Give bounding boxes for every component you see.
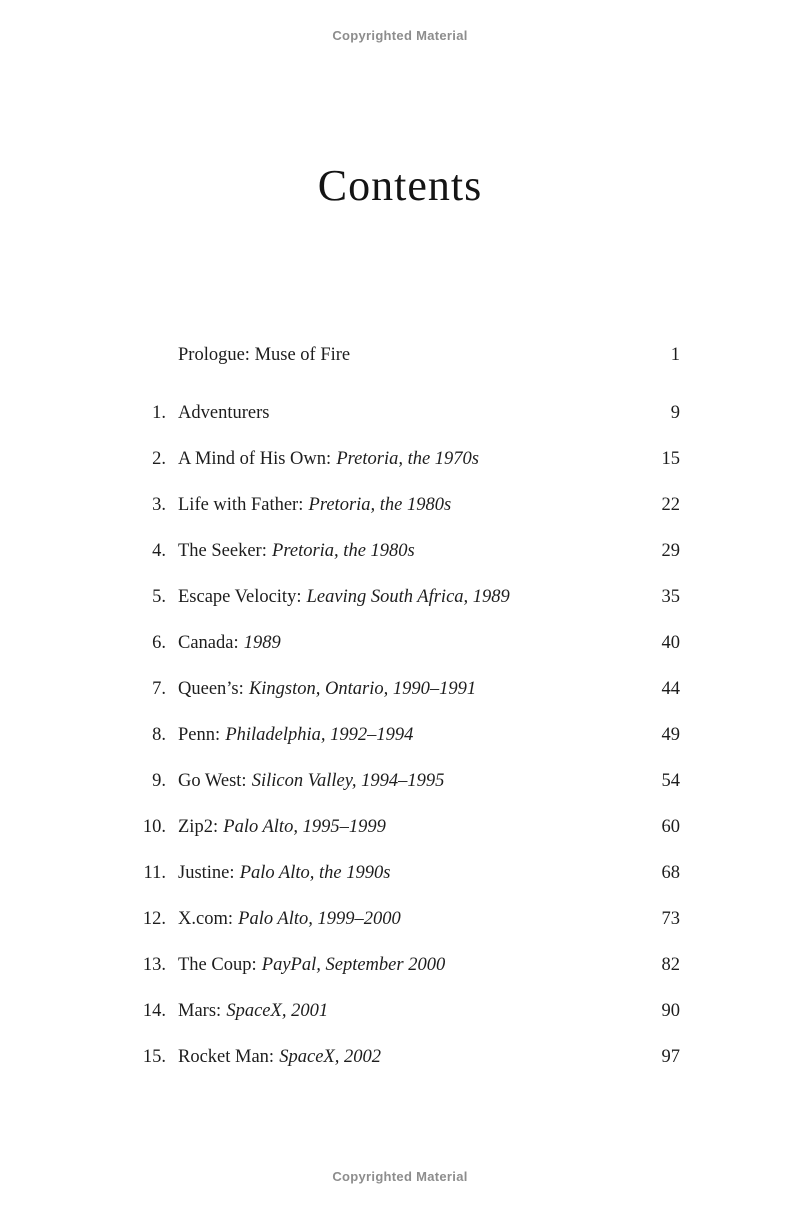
toc-entry-title (178, 864, 640, 883)
toc-entry-title-text: The Coup: (178, 955, 257, 975)
toc-entry-subtitle: 1989 (243, 633, 281, 653)
toc-entry-page-number: 82 (661, 955, 680, 975)
toc-entry-title-text: Mars: (178, 1001, 222, 1021)
toc-entry-number: 14. (142, 1001, 166, 1021)
toc-entry-subtitle: SpaceX, 2001 (226, 1001, 329, 1021)
toc-entry-title-text: Canada: (178, 633, 239, 653)
toc-entry-title-text: X.com: (178, 909, 233, 929)
copyright-notice-top: Copyrighted Material (332, 28, 468, 43)
table-of-contents (120, 346, 680, 1094)
toc-entry-title (178, 910, 640, 929)
toc-entry-subtitle: Leaving South Africa, 1989 (306, 587, 510, 607)
toc-entry-title (178, 726, 640, 745)
toc-entry (120, 634, 680, 653)
toc-entry-subtitle: Pretoria, the 1980s (308, 495, 452, 515)
toc-entry (120, 1048, 680, 1067)
toc-entry-title-text: The Seeker: (178, 541, 267, 561)
toc-entry-title (178, 542, 640, 561)
toc-entry-title (178, 680, 640, 699)
toc-entry-page-number: 22 (661, 495, 680, 515)
toc-entry-page-number: 73 (661, 909, 680, 929)
toc-entry-page-number: 68 (661, 863, 680, 883)
toc-entry-title-text: Justine: (178, 863, 235, 883)
toc-entry-number: 12. (142, 909, 166, 929)
toc-entry (120, 496, 680, 515)
toc-entry (120, 346, 680, 365)
toc-entry-page-number: 40 (661, 633, 680, 653)
toc-entry-number: 5. (152, 587, 166, 607)
toc-entry-title (178, 634, 640, 653)
toc-entry-subtitle: PayPal, September 2000 (261, 955, 446, 975)
toc-entry-number: 6. (152, 633, 166, 653)
toc-entry-title-text: Penn: (178, 725, 221, 745)
toc-entry-subtitle: Pretoria, the 1980s (272, 541, 415, 561)
toc-entry-page-number: 54 (661, 771, 680, 791)
toc-entry (120, 956, 680, 975)
toc-entry (120, 450, 680, 469)
toc-entry-title-text: Go West: (178, 771, 247, 791)
toc-entry-subtitle: SpaceX, 2002 (279, 1047, 381, 1067)
toc-entry-page-number: 97 (661, 1047, 680, 1067)
toc-entry-title-text: Rocket Man: (178, 1047, 275, 1067)
toc-entry-page-number: 35 (661, 587, 680, 607)
toc-entry-title (178, 818, 640, 837)
toc-entry-title-text: Queen’s: (178, 679, 244, 699)
toc-entry-subtitle: Pretoria, the 1970s (336, 449, 480, 469)
toc-entry-page-number: 44 (661, 679, 680, 699)
page-title: Contents (317, 161, 483, 210)
toc-entry (120, 772, 680, 791)
toc-entry-number: 1. (152, 403, 166, 423)
toc-entry (120, 726, 680, 745)
toc-entry-number: 8. (152, 725, 166, 745)
toc-entry-subtitle: Kingston, Ontario, 1990–1991 (248, 679, 477, 699)
toc-entry (120, 910, 680, 929)
toc-entry-page-number: 90 (661, 1001, 680, 1021)
toc-entry-page-number: 15 (661, 449, 680, 469)
toc-entry (120, 588, 680, 607)
toc-entry-title-text: Life with Father: (178, 495, 304, 515)
toc-entry-title (178, 1002, 640, 1021)
toc-entry-number: 4. (152, 541, 166, 561)
toc-entry-title (178, 496, 640, 515)
toc-entry (120, 818, 680, 837)
toc-entry-subtitle: Palo Alto, 1995–1999 (223, 817, 386, 837)
toc-entry-number: 7. (152, 679, 166, 699)
toc-entry-title-text: Zip2: (178, 817, 219, 837)
toc-entry-title (178, 588, 640, 607)
toc-entry (120, 542, 680, 561)
toc-entry-title (178, 772, 640, 791)
copyright-notice-bottom: Copyrighted Material (332, 1169, 468, 1184)
toc-entry-page-number: 60 (661, 817, 680, 837)
toc-entry-page-number: 29 (661, 541, 680, 561)
toc-entry-title-text: Prologue: Muse of Fire (178, 345, 351, 365)
toc-entry-subtitle: Palo Alto, the 1990s (239, 863, 391, 883)
toc-entry-title-text: Escape Velocity: (178, 587, 302, 607)
toc-entry-title (178, 346, 640, 365)
toc-entry-title-text: Adventurers (178, 403, 270, 423)
toc-entry-number: 3. (152, 495, 166, 515)
toc-entry-number: 9. (152, 771, 166, 791)
toc-entry-page-number: 49 (661, 725, 680, 745)
toc-entry-title (178, 956, 640, 975)
toc-entry-title (178, 450, 640, 469)
toc-entry-title-text: A Mind of His Own: (178, 449, 332, 469)
toc-entry (120, 1002, 680, 1021)
toc-entry-title (178, 404, 640, 423)
toc-entry-subtitle: Philadelphia, 1992–1994 (225, 725, 414, 745)
toc-entry-number: 11. (143, 863, 166, 883)
toc-entry-number: 10. (142, 817, 166, 837)
toc-entry-subtitle: Palo Alto, 1999–2000 (238, 909, 401, 929)
toc-entry (120, 404, 680, 423)
toc-entry (120, 680, 680, 699)
toc-entry-number: 2. (152, 449, 166, 469)
toc-entry-number: 15. (142, 1047, 166, 1067)
toc-entry-title (178, 1048, 640, 1067)
toc-entry-number: 13. (142, 955, 166, 975)
toc-entry-page-number: 9 (670, 403, 680, 423)
toc-entry (120, 864, 680, 883)
toc-entry-page-number: 1 (670, 345, 680, 365)
toc-entry-subtitle: Silicon Valley, 1994–1995 (251, 771, 445, 791)
